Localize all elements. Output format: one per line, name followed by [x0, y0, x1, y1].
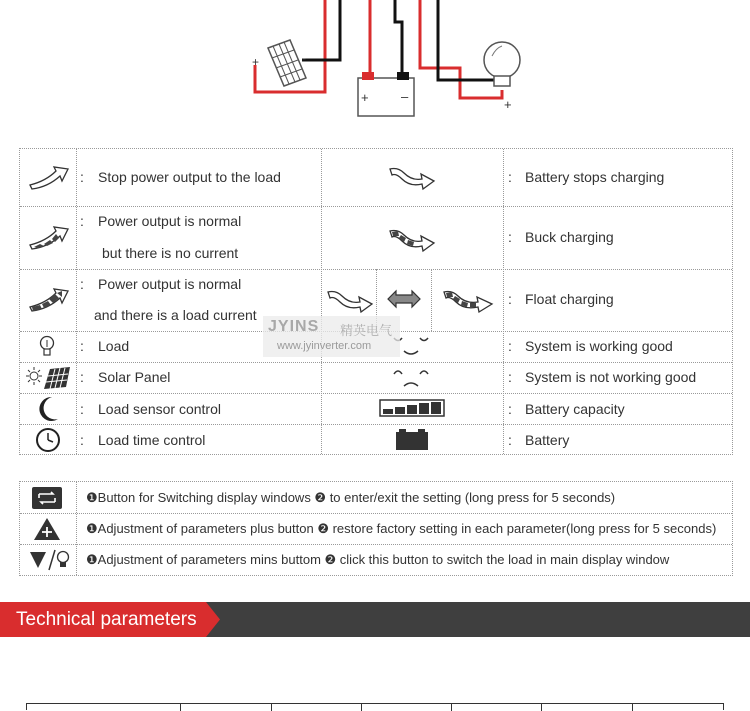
charge-off-arrow-icon: [388, 163, 436, 191]
watermark-brand: JYINS: [268, 318, 320, 335]
switch-button-icon: [31, 486, 63, 510]
plus-button-icon: [33, 517, 61, 541]
params-table-top: [26, 703, 724, 710]
moon-icon: [36, 395, 60, 423]
legend-colon: :: [80, 169, 84, 185]
battery-small-icon: [394, 428, 430, 452]
legend-text-battery: Battery: [525, 432, 570, 448]
legend-colon: :: [508, 369, 512, 385]
wiring-diagram: [240, 0, 530, 120]
legend-colon: :: [80, 369, 84, 385]
legend-text-load-current: and there is a load current: [94, 307, 257, 323]
buttons-table: [19, 481, 733, 576]
svg-text:+: +: [252, 55, 260, 69]
legend-text-system-not-good: System is not working good: [525, 369, 697, 385]
svg-text:+: +: [504, 97, 512, 112]
svg-text:-: -: [302, 51, 306, 65]
legend-colon: :: [80, 401, 84, 417]
legend-colon: :: [508, 338, 512, 354]
buck-charging-icon: [388, 225, 436, 253]
legend-colon: :: [508, 432, 512, 448]
legend-colon: :: [80, 213, 84, 229]
legend-text-load-time: Load time control: [98, 432, 206, 448]
battery-capacity-icon: [379, 399, 445, 417]
legend-colon: :: [80, 338, 84, 354]
float-charging-arrow-a-icon: [326, 286, 374, 314]
legend-text-power-normal: Power output is normal: [98, 213, 242, 229]
legend-text-battery-capacity: Battery capacity: [525, 401, 625, 417]
battery-icon: [358, 72, 414, 116]
sad-face-icon: [390, 366, 434, 390]
legend-colon: :: [508, 229, 512, 245]
load-on-no-current-icon: [28, 223, 70, 251]
button-desc-switch: ❶Button for Switching display windows ❷ to enter/exit the setting (long press for 5 seconds): [86, 490, 616, 505]
legend-table: [19, 148, 733, 455]
legend-colon: :: [508, 291, 512, 307]
watermark: [263, 316, 400, 357]
minus-load-button-icon: [28, 548, 70, 572]
watermark-cn: 精英电气: [340, 323, 393, 338]
legend-text-system-good: System is working good: [525, 338, 673, 354]
legend-colon: :: [80, 276, 84, 292]
legend-text-load-sensor: Load sensor control: [98, 401, 221, 417]
clock-icon: [34, 427, 62, 453]
button-desc-plus: ❶Adjustment of parameters plus button ❷ restore factory setting in each parameter(long press for 5 seconds): [86, 521, 717, 536]
bulb-icon: [484, 42, 520, 112]
legend-text-solar-panel: Solar Panel: [98, 369, 171, 385]
solar-panel-icon: [252, 40, 306, 86]
legend-text-load: Load: [98, 338, 130, 354]
legend-text-no-current: but there is no current: [102, 245, 239, 261]
bulb-icon: [37, 335, 57, 359]
legend-colon: :: [80, 432, 84, 448]
double-arrow-icon: [386, 289, 422, 309]
watermark-url: www.jyinverter.com: [277, 340, 372, 352]
section-title: Technical parameters: [16, 609, 197, 630]
legend-text-float-charging: Float charging: [525, 291, 614, 307]
load-on-current-icon: [28, 285, 70, 313]
legend-text-stop-output: Stop power output to the load: [98, 169, 281, 185]
button-desc-minus: ❶Adjustment of parameters mins buttom ❷ click this button to switch the load in main display window: [86, 552, 670, 567]
legend-colon: :: [508, 169, 512, 185]
legend-text-power-normal-2: Power output is normal: [98, 276, 242, 292]
sun-panel-icon: [26, 365, 72, 391]
legend-text-battery-stops: Battery stops charging: [525, 169, 665, 185]
svg-text:+: +: [361, 90, 369, 105]
svg-text:–: –: [401, 89, 409, 104]
float-charging-arrow-b-icon: [442, 286, 494, 314]
load-off-arrow-icon: [28, 163, 70, 191]
legend-text-buck-charging: Buck charging: [525, 229, 614, 245]
legend-colon: :: [508, 401, 512, 417]
section-banner: [0, 602, 750, 637]
